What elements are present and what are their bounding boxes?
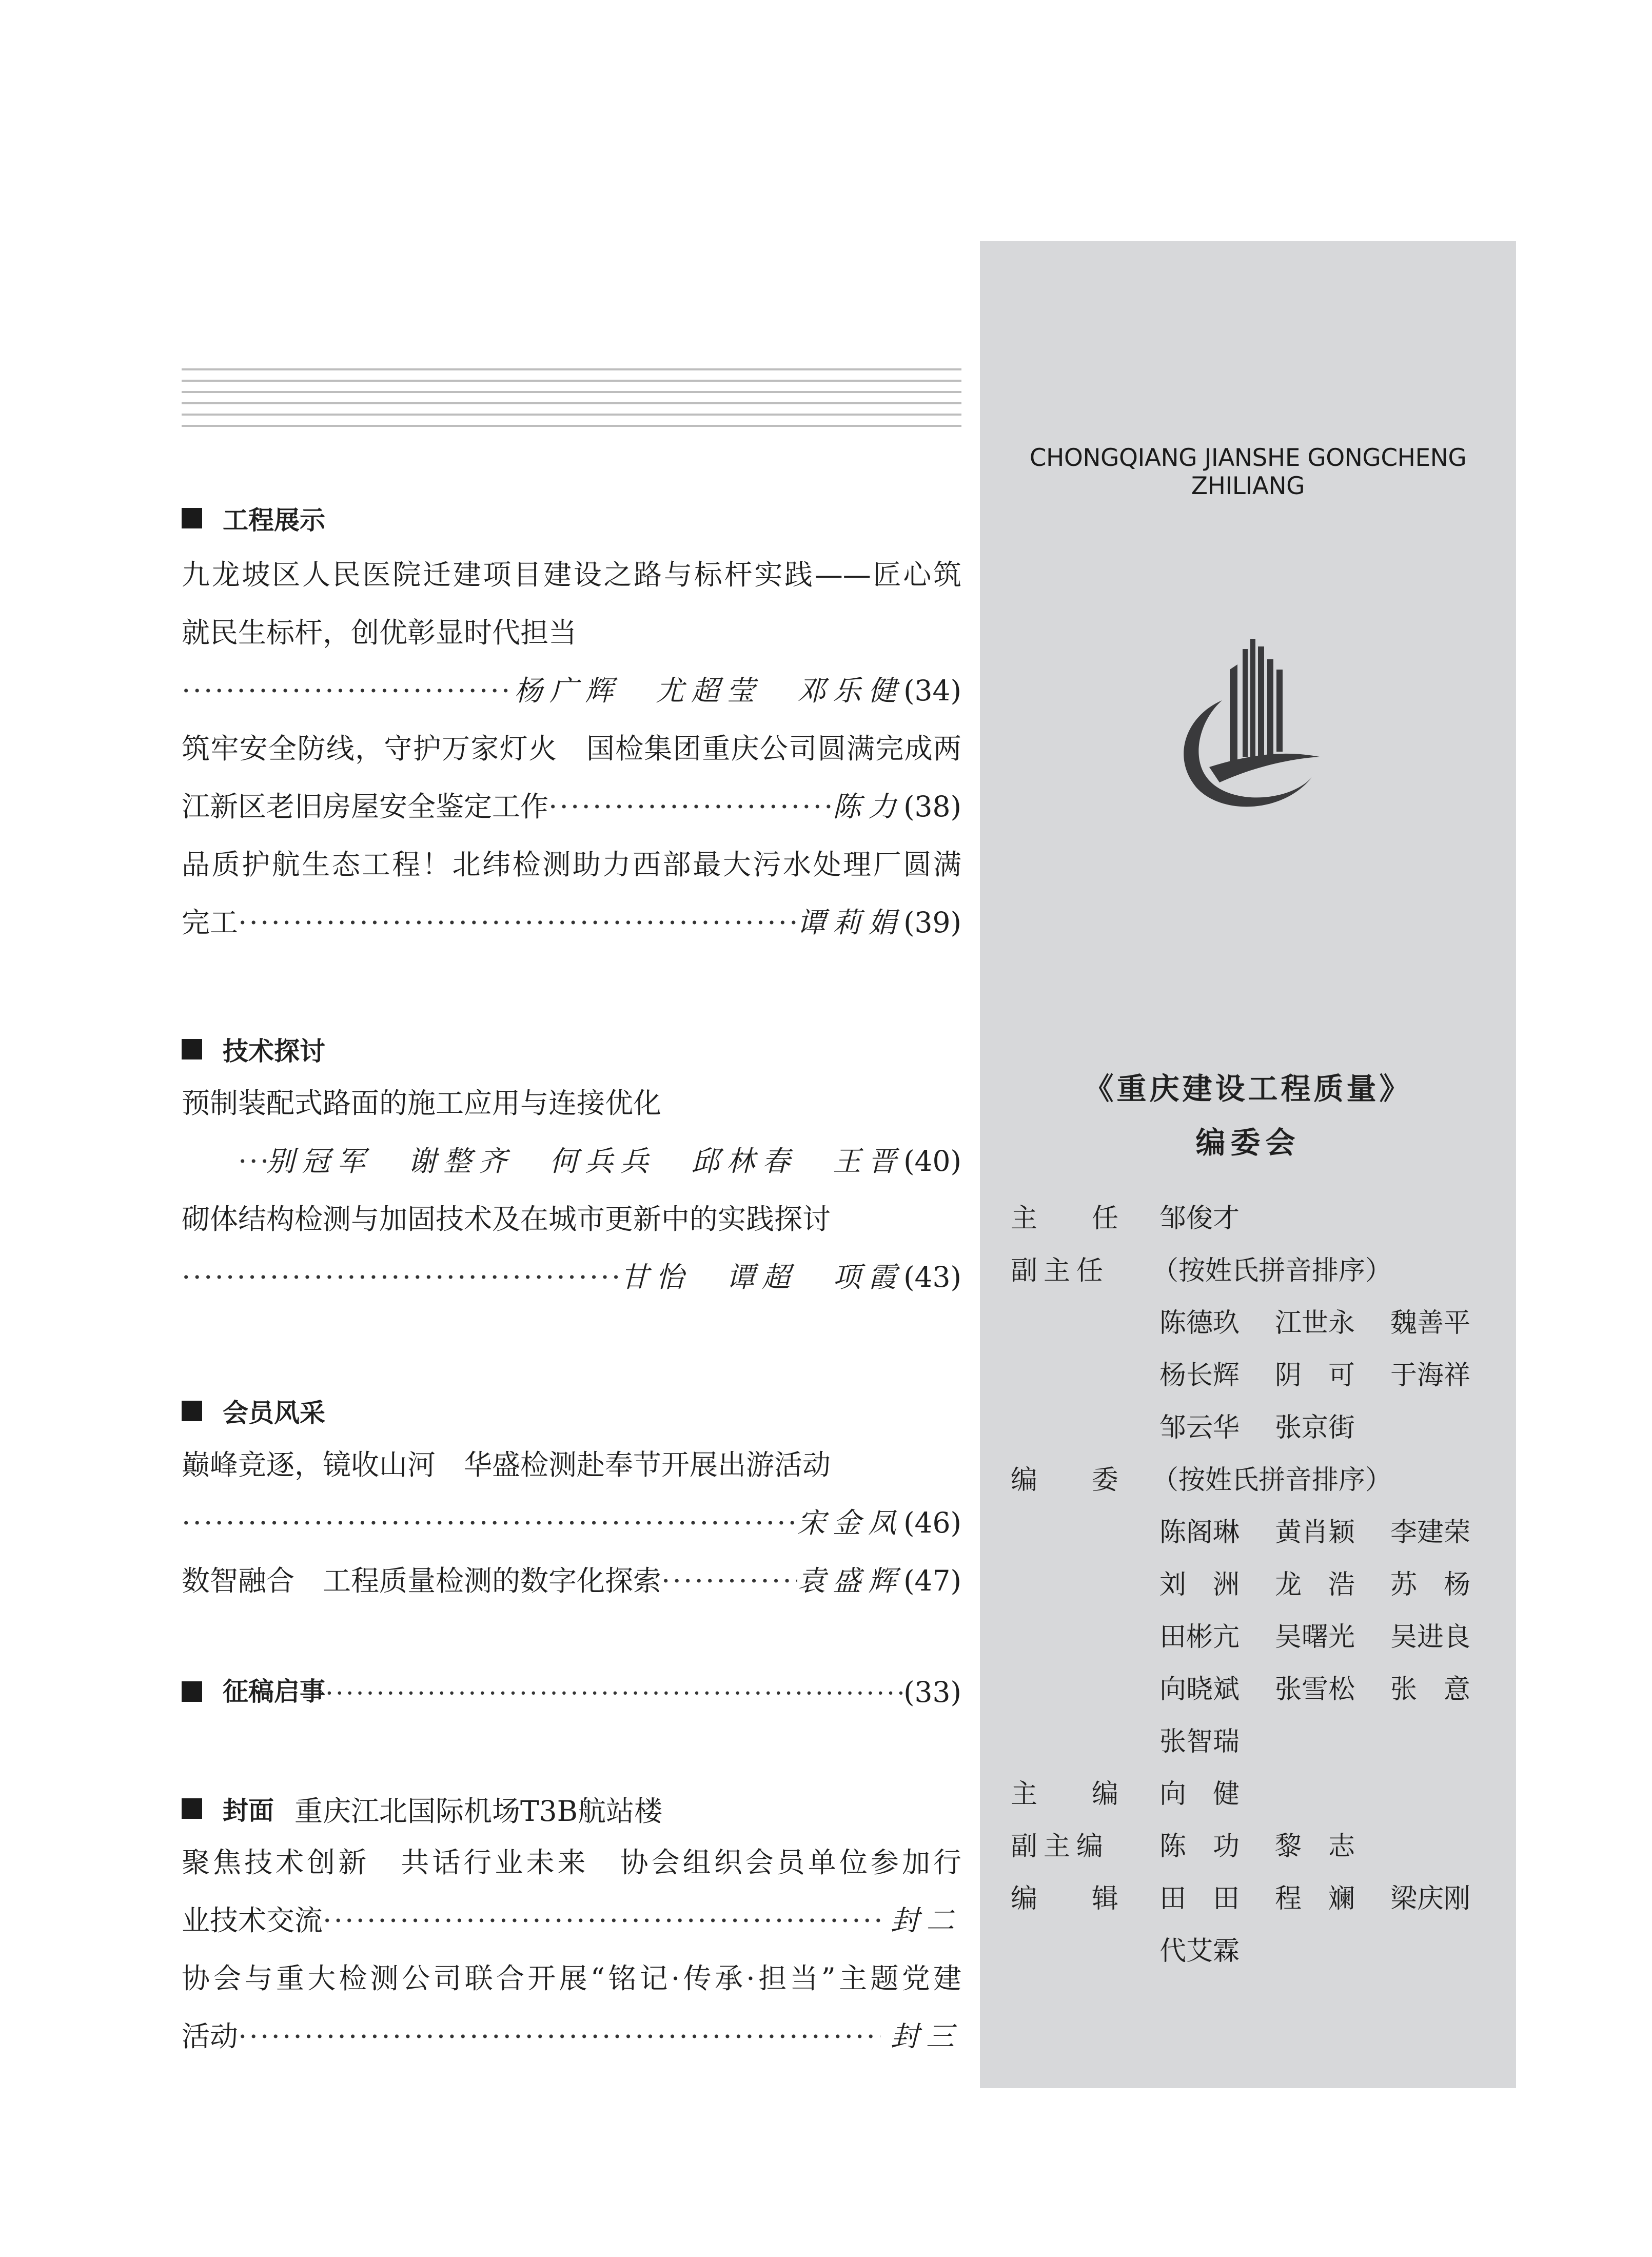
member-name: 向晓斌 bbox=[1159, 1674, 1240, 1705]
name-row bbox=[1159, 1612, 1506, 1663]
member-name: 代艾霖 bbox=[1159, 1936, 1240, 1967]
member-name: 田彬亢 bbox=[1159, 1622, 1240, 1653]
stripe bbox=[182, 368, 961, 370]
toc-entry-author-line[interactable] bbox=[182, 1249, 961, 1305]
role-label: 编委 bbox=[1011, 1465, 1173, 1496]
member-name: 邹云华 bbox=[1159, 1412, 1240, 1443]
header-stripes bbox=[182, 368, 961, 436]
name-row bbox=[1159, 1507, 1506, 1558]
dot-leader bbox=[182, 1495, 797, 1551]
member-name: 黄肖颖 bbox=[1275, 1517, 1355, 1548]
page-number: (39) bbox=[903, 906, 961, 939]
author-names: 谭莉娟 bbox=[797, 906, 904, 939]
entry-title-tail: 江新区老旧房屋安全鉴定工作 bbox=[182, 790, 549, 823]
page-number: (38) bbox=[903, 790, 961, 823]
toc-entry-title-line[interactable]: 巅峰竞逐，镜收山河 华盛检测赴奉节开展出游活动 bbox=[182, 1448, 831, 1481]
page-number: (34) bbox=[903, 674, 961, 707]
member-name: 张智瑞 bbox=[1159, 1726, 1240, 1757]
member-name: 魏善平 bbox=[1390, 1308, 1471, 1339]
dot-leader bbox=[238, 2008, 880, 2065]
dot-leader bbox=[548, 778, 833, 835]
author-names: 别冠军 谢整齐 何兵兵 邱林春 王晋 bbox=[266, 1145, 904, 1177]
toc-entry-author-line[interactable] bbox=[182, 662, 961, 719]
journal-pinyin-title: CHONGQIANG JIANSHE GONGCHENG ZHILIANG bbox=[1029, 444, 1467, 500]
page-number: (46) bbox=[903, 1506, 961, 1539]
toc-entry-title-line[interactable]: 聚焦技术创新 共话行业未来 协会组织会员单位参加行 bbox=[182, 1846, 961, 1879]
toc-entry-title-line[interactable]: 砌体结构检测与加固技术及在城市更新中的实践探讨 bbox=[182, 1203, 831, 1235]
toc-entry-author-line[interactable] bbox=[238, 1133, 961, 1189]
magazine-title: 《重庆建设工程质量》 bbox=[1084, 1071, 1412, 1106]
name-row bbox=[1159, 1716, 1275, 1768]
name-row bbox=[1159, 1298, 1506, 1349]
member-name: 田 田 bbox=[1159, 1883, 1240, 1914]
section-title: 会员风采 bbox=[223, 1398, 325, 1428]
role-label: 副主编 bbox=[1011, 1831, 1110, 1862]
member-name: 吴曙光 bbox=[1275, 1622, 1355, 1653]
member-name: 吴进良 bbox=[1390, 1622, 1471, 1653]
author-names: 袁盛辉 bbox=[797, 1564, 904, 1597]
toc-entry-title-line[interactable] bbox=[182, 894, 961, 951]
member-name: 阴 可 bbox=[1275, 1360, 1355, 1391]
page-number: (43) bbox=[903, 1261, 961, 1293]
name-row bbox=[1159, 1664, 1506, 1715]
page-number: (47) bbox=[903, 1564, 961, 1597]
section-heading bbox=[182, 1788, 662, 1829]
member-name: 程 斓 bbox=[1275, 1883, 1355, 1914]
section-title: 技术探讨 bbox=[223, 1036, 325, 1066]
member-name: 陈德玖 bbox=[1159, 1308, 1240, 1339]
member-name: 张 意 bbox=[1390, 1674, 1471, 1705]
member-name: 杨长辉 bbox=[1159, 1360, 1240, 1391]
member-name: 苏 杨 bbox=[1390, 1569, 1471, 1600]
chief-editor-name: 向 健 bbox=[1159, 1779, 1240, 1810]
member-name: 刘 洲 bbox=[1159, 1569, 1240, 1600]
dot-leader bbox=[238, 1133, 266, 1189]
toc-entry-title-line[interactable] bbox=[182, 778, 961, 835]
entry-title-tail: 业技术交流 bbox=[182, 1904, 323, 1937]
building-logo-icon bbox=[1166, 629, 1330, 818]
dot-leader bbox=[182, 662, 514, 719]
section-title: 封面 bbox=[223, 1796, 274, 1826]
stripe bbox=[182, 391, 961, 393]
entry-title-tail: 活动 bbox=[182, 2020, 239, 2053]
sort-note: （按姓氏拼音排序） bbox=[1152, 1465, 1392, 1496]
cover-subtitle: 重庆江北国际机场T3B航站楼 bbox=[294, 1794, 663, 1828]
section-bullet-icon bbox=[182, 1681, 202, 1702]
editorial-board-panel bbox=[980, 241, 1516, 2088]
member-name: 张雪松 bbox=[1275, 1674, 1355, 1705]
entry-title: 数智融合 工程质量检测的数字化探索 bbox=[182, 1564, 662, 1597]
section-title: 征稿启事 bbox=[223, 1677, 325, 1706]
toc-entry-title-line[interactable]: 品质护航生态工程！北纬检测助力西部最大污水处理厂圆满 bbox=[182, 848, 961, 881]
toc-entry-title-line[interactable]: 预制装配式路面的施工应用与连接优化 bbox=[182, 1087, 662, 1120]
stripe bbox=[182, 402, 961, 404]
page-number: 封二 bbox=[890, 1904, 961, 1937]
dot-leader bbox=[325, 1665, 903, 1720]
stripe bbox=[182, 380, 961, 382]
section-bullet-icon bbox=[182, 1798, 202, 1819]
sort-note: （按姓氏拼音排序） bbox=[1152, 1255, 1392, 1286]
name-row bbox=[1159, 1402, 1390, 1454]
section-bullet-icon bbox=[182, 1039, 202, 1059]
member-name: 龙 浩 bbox=[1275, 1569, 1355, 1600]
name-row bbox=[1159, 1926, 1275, 1977]
section-title: 工程展示 bbox=[223, 505, 325, 535]
member-name: 陈阁琳 bbox=[1159, 1517, 1240, 1548]
toc-entry-author-line[interactable] bbox=[182, 1495, 961, 1551]
page-number: (40) bbox=[903, 1145, 961, 1177]
section-bullet-icon bbox=[182, 1401, 202, 1421]
dot-leader bbox=[661, 1553, 797, 1609]
toc-entry-title-line[interactable] bbox=[182, 1892, 961, 1949]
author-names: 杨广辉 尤超莹 邓乐健 bbox=[514, 674, 904, 707]
entry-title-tail: 完工 bbox=[182, 906, 239, 939]
toc-entry-title-line[interactable] bbox=[182, 2008, 961, 2065]
section-heading bbox=[182, 498, 325, 539]
toc-entry-title-line[interactable] bbox=[182, 1553, 961, 1609]
toc-entry-title-line[interactable]: 协会与重大检测公司联合开展“铭记·传承·担当”主题党建 bbox=[182, 1962, 961, 1995]
member-name: 黎 志 bbox=[1275, 1831, 1355, 1862]
name-row bbox=[1159, 1873, 1506, 1925]
toc-entry-title-line[interactable]: 筑牢安全防线，守护万家灯火 国检集团重庆公司圆满完成两 bbox=[182, 732, 961, 765]
role-label: 主编 bbox=[1011, 1779, 1173, 1810]
page-number: 封三 bbox=[890, 2020, 961, 2053]
author-names: 陈力 bbox=[833, 790, 904, 823]
section-bullet-icon bbox=[182, 508, 202, 528]
page-number: (33) bbox=[903, 1676, 961, 1709]
name-row bbox=[1159, 1559, 1506, 1611]
member-name: 张京街 bbox=[1275, 1412, 1355, 1443]
section-heading bbox=[182, 1390, 325, 1431]
role-label: 编辑 bbox=[1011, 1883, 1173, 1914]
member-name: 于海祥 bbox=[1390, 1360, 1471, 1391]
name-row bbox=[1159, 1821, 1390, 1872]
member-name: 李建荣 bbox=[1390, 1517, 1471, 1548]
stripe bbox=[182, 425, 961, 427]
member-name: 陈 功 bbox=[1159, 1831, 1240, 1862]
dot-leader bbox=[238, 894, 797, 951]
director-name: 邹俊才 bbox=[1159, 1203, 1240, 1234]
name-row bbox=[1159, 1350, 1506, 1401]
author-names: 甘怡 谭超 项霞 bbox=[620, 1261, 904, 1293]
dot-leader bbox=[323, 1892, 880, 1949]
member-name: 梁庆刚 bbox=[1390, 1883, 1471, 1914]
toc-entry-title-line[interactable]: 就民生标杆，创优彰显时代担当 bbox=[182, 616, 577, 649]
author-names: 宋金凤 bbox=[797, 1506, 904, 1539]
role-label: 主任 bbox=[1011, 1203, 1173, 1234]
role-label: 副主任 bbox=[1011, 1255, 1110, 1286]
member-name: 江世永 bbox=[1275, 1308, 1355, 1339]
toc-entry-title-line[interactable]: 九龙坡区人民医院迁建项目建设之路与标杆实践——匠心筑 bbox=[182, 558, 961, 591]
stripe bbox=[182, 414, 961, 416]
section-heading bbox=[182, 1029, 325, 1070]
section-heading-call-for-papers[interactable] bbox=[182, 1663, 961, 1720]
dot-leader bbox=[182, 1249, 620, 1305]
board-title: 编委会 bbox=[1195, 1125, 1301, 1160]
